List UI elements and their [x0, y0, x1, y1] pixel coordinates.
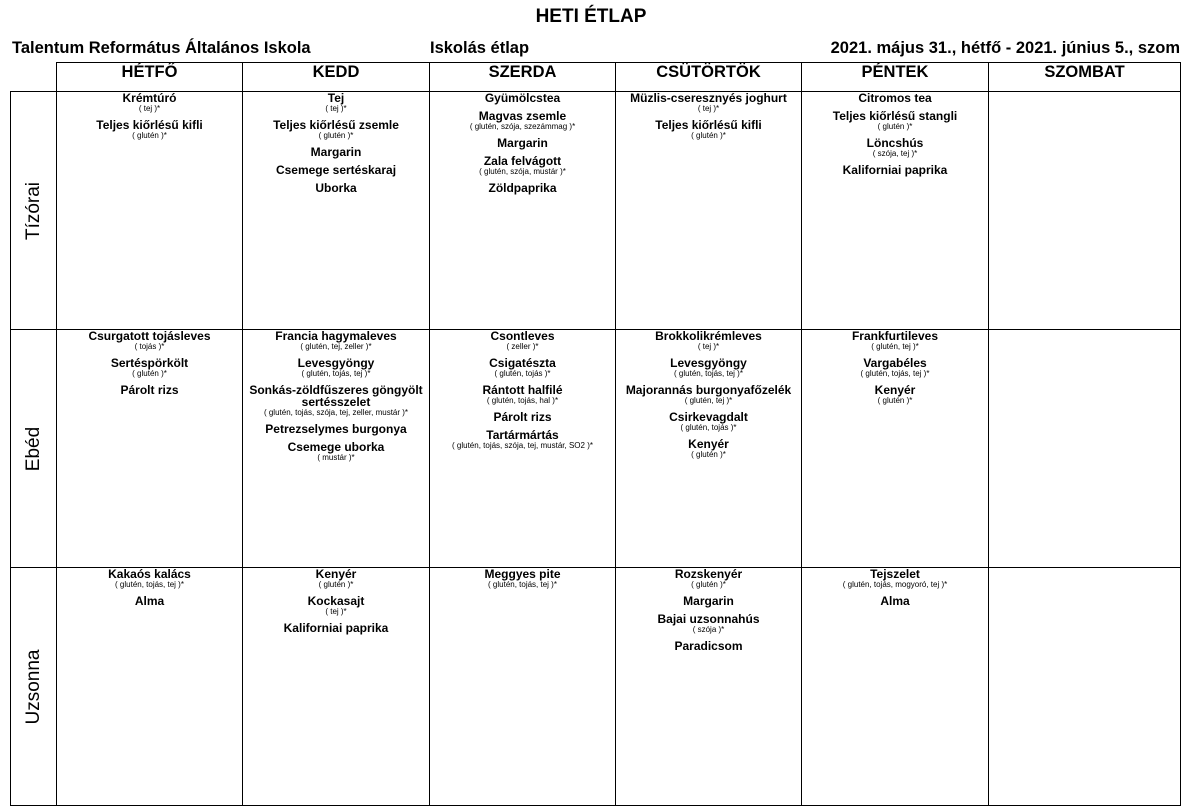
menu-item — [57, 357, 242, 378]
menu-item — [616, 357, 801, 378]
menu-item-allergens: ( tej )* — [697, 342, 720, 351]
menu-item-name: Teljes kiőrlésű kifli — [96, 118, 203, 132]
menu-cell — [616, 330, 802, 568]
menu-item-allergens: ( glutén, tojás, mogyoró, tej )* — [842, 580, 948, 589]
menu-cell — [430, 568, 616, 806]
menu-item — [430, 182, 615, 194]
menu-item-allergens: ( glutén, tojás )* — [494, 369, 551, 378]
menu-item-name: Brokkolikrémleves — [655, 329, 762, 343]
menu-item-name: Uborka — [315, 181, 357, 195]
menu-item — [243, 146, 429, 158]
menu-item-allergens: ( glutén )* — [132, 369, 167, 378]
menu-item-name: Petrezselymes burgonya — [265, 422, 407, 436]
menu-item — [616, 411, 801, 432]
menu-item-name: Zala felvágott — [483, 154, 562, 168]
menu-item-name: Teljes kiőrlésű kifli — [655, 118, 762, 132]
menu-item-allergens: ( glutén, tojás, szója, tej, mustár, SO2 )* — [452, 441, 593, 450]
day-header-wednesday: SZERDA — [430, 63, 616, 92]
menu-item-name: Gyümölcstea — [484, 91, 561, 105]
menu-item-allergens: ( zeller )* — [506, 342, 539, 351]
meal-row-lunch — [11, 330, 1181, 568]
menu-item-allergens: ( szója )* — [692, 625, 725, 634]
menu-cell — [802, 92, 989, 330]
menu-cell — [989, 330, 1181, 568]
menu-item-allergens: ( glutén, szója, mustár )* — [479, 167, 566, 176]
day-header-tuesday: KEDD — [243, 63, 430, 92]
menu-cell — [616, 568, 802, 806]
menu-cell — [802, 568, 989, 806]
menu-item-name: Kenyér — [315, 567, 357, 581]
menu-item-name: Francia hagymaleves — [275, 329, 397, 343]
menu-item — [430, 92, 615, 104]
menu-item-name: Csigatészta — [489, 356, 556, 370]
menu-item-allergens: ( glutén )* — [877, 396, 913, 405]
menu-item-allergens: ( glutén, tej, zeller )* — [300, 342, 372, 351]
menu-item — [243, 384, 429, 417]
menu-item — [802, 110, 988, 131]
menu-item-name: Csemege uborka — [287, 440, 385, 454]
menu-cell — [243, 92, 430, 330]
meal-row-morning-snack — [11, 92, 1181, 330]
menu-cell — [57, 92, 243, 330]
menu-item-name: Kenyér — [874, 383, 916, 397]
menu-item-name: Levesgyöngy — [297, 356, 375, 370]
menu-item — [802, 330, 988, 351]
menu-item — [243, 622, 429, 634]
menu-item — [616, 92, 801, 113]
menu-item-name: Párolt rizs — [120, 383, 179, 397]
menu-item-name: Zöldpaprika — [488, 181, 557, 195]
menu-item-allergens: ( glutén )* — [132, 131, 167, 140]
meal-label-morning-snack: Tízórai — [22, 181, 44, 240]
menu-item — [57, 92, 242, 113]
menu-item-name: Kakaós kalács — [108, 567, 191, 581]
day-header-saturday: SZOMBAT — [989, 63, 1181, 92]
menu-item — [243, 568, 429, 589]
menu-item-name: Margarin — [497, 136, 548, 150]
menu-item — [616, 384, 801, 405]
menu-item — [57, 330, 242, 351]
menu-item — [616, 438, 801, 459]
menu-item — [802, 164, 988, 176]
menu-item-allergens: ( glutén, tojás, tej )* — [860, 369, 930, 378]
menu-item-name: Csontleves — [490, 329, 555, 343]
menu-item-name: Kenyér — [688, 437, 729, 451]
menu-cell — [243, 330, 430, 568]
menu-item-name: Teljes kiőrlésű stangli — [832, 109, 958, 123]
menu-item-name: Kaliforniai paprika — [283, 621, 389, 635]
menu-item-name: Krémtúró — [122, 91, 177, 105]
menu-item-name: Levesgyöngy — [670, 356, 747, 370]
menu-item-name: Citromos tea — [858, 91, 932, 105]
menu-item — [57, 384, 242, 396]
menu-item-name: Rántott halfilé — [482, 383, 563, 397]
menu-item — [243, 92, 429, 113]
menu-item — [430, 429, 615, 450]
menu-item-allergens: ( glutén )* — [691, 580, 726, 589]
menu-item-name: Tejszelet — [870, 567, 920, 581]
menu-item — [616, 330, 801, 351]
menu-cell — [989, 568, 1181, 806]
menu-item — [616, 595, 801, 607]
menu-item — [430, 411, 615, 423]
menu-item-allergens: ( glutén, tojás, tej )* — [115, 580, 184, 589]
menu-item — [430, 357, 615, 378]
menu-item-name: Teljes kiőrlésű zsemle — [273, 118, 399, 132]
menu-item — [802, 568, 988, 589]
menu-item-allergens: ( tojás )* — [134, 342, 165, 351]
menu-item — [243, 330, 429, 351]
day-header-thursday: CSÜTÖRTÖK — [616, 63, 802, 92]
menu-table — [10, 62, 1181, 806]
menu-item-name: Sertéspörkölt — [110, 356, 189, 370]
menu-item-name: Frankfurtileves — [851, 329, 939, 343]
menu-cell — [243, 568, 430, 806]
menu-item-name: Kaliforniai paprika — [842, 163, 948, 177]
meal-label-cell — [11, 92, 57, 330]
menu-item-name: Csirkevagdalt — [669, 410, 748, 424]
menu-item-allergens: ( glutén, tojás, tej )* — [488, 580, 557, 589]
meal-label-cell — [11, 330, 57, 568]
menu-item-name: Müzlis-cseresznyés joghurt — [630, 91, 787, 105]
menu-item — [430, 330, 615, 351]
date-range: 2021. május 31., hétfő - 2021. június 5., szom — [830, 39, 1180, 57]
menu-item-name: Tartármártás — [486, 428, 559, 442]
menu-item-allergens: ( glutén, tojás, tej )* — [674, 369, 743, 378]
menu-cell — [430, 92, 616, 330]
menu-item — [430, 568, 615, 589]
meal-label-cell — [11, 568, 57, 806]
menu-item — [802, 384, 988, 405]
menu-item-allergens: ( glutén, tojás, tej )* — [301, 369, 371, 378]
menu-item — [243, 119, 429, 140]
menu-item-name: Bajai uzsonnahús — [657, 612, 760, 626]
menu-cell — [989, 92, 1181, 330]
menu-item-name: Párolt rizs — [493, 410, 552, 424]
school-name: Talentum Református Általános Iskola — [12, 39, 311, 57]
menu-item-allergens: ( glutén, szója, szezámmag )* — [469, 122, 576, 131]
menu-item — [243, 164, 429, 176]
day-header-friday: PÉNTEK — [802, 63, 989, 92]
menu-cell — [57, 568, 243, 806]
menu-item-allergens: ( glutén )* — [691, 131, 726, 140]
menu-item-allergens: ( glutén, tojás, hal )* — [486, 396, 559, 405]
menu-item-name: Meggyes pite — [484, 567, 561, 581]
menu-item — [616, 613, 801, 634]
menu-item-allergens: ( glutén, tej )* — [871, 342, 919, 351]
menu-item — [802, 595, 988, 607]
menu-item — [57, 568, 242, 589]
menu-item-name: Csemege sertéskaraj — [275, 163, 397, 177]
menu-item-allergens: ( glutén, tej )* — [684, 396, 733, 405]
menu-item — [243, 182, 429, 194]
menu-item-name: Magvas zsemle — [478, 109, 567, 123]
menu-item — [57, 119, 242, 140]
menu-item-allergens: ( tej )* — [697, 104, 720, 113]
menu-item-allergens: ( tej )* — [138, 104, 161, 113]
menu-item-name: Csurgatott tojásleves — [88, 329, 211, 343]
menu-cell — [57, 330, 243, 568]
menu-item — [430, 137, 615, 149]
menu-item — [430, 110, 615, 131]
menu-item — [616, 640, 801, 652]
menu-item-name: Löncshús — [866, 136, 924, 150]
page-title: HETI ÉTLAP — [535, 6, 647, 27]
menu-item-name: Majorannás burgonyafőzelék — [625, 383, 792, 397]
menu-item-allergens: ( tej )* — [325, 607, 347, 616]
menu-item — [243, 357, 429, 378]
menu-item-allergens: ( mustár )* — [317, 453, 355, 462]
menu-item — [57, 595, 242, 607]
menu-cell — [616, 92, 802, 330]
menu-item-allergens: ( glutén )* — [691, 450, 726, 459]
day-header-monday: HÉTFŐ — [57, 63, 243, 92]
menu-item — [802, 357, 988, 378]
menu-item — [802, 137, 988, 158]
menu-item-name: Rozskenyér — [674, 567, 743, 581]
menu-item-allergens: ( glutén )* — [318, 580, 354, 589]
menu-cell — [802, 330, 989, 568]
menu-item-allergens: ( glutén, tojás, szója, tej, zeller, mustár )* — [263, 408, 409, 417]
meal-label-afternoon-snack: Uzsonna — [22, 649, 44, 724]
menu-item — [616, 119, 801, 140]
menu-item-name: Margarin — [310, 145, 362, 159]
menu-item — [243, 423, 429, 435]
menu-item — [616, 568, 801, 589]
meal-row-afternoon-snack — [11, 568, 1181, 806]
menu-cell — [430, 330, 616, 568]
menu-item — [430, 384, 615, 405]
menu-item-allergens: ( glutén )* — [318, 131, 354, 140]
menu-item-name: Vargabéles — [863, 356, 927, 370]
menu-item-allergens: ( glutén )* — [877, 122, 913, 131]
menu-item-name: Alma — [134, 594, 165, 608]
day-header-row — [11, 63, 1181, 92]
menu-item — [243, 595, 429, 616]
menu-item-name: Alma — [880, 594, 910, 608]
menu-item — [430, 155, 615, 176]
menu-item-name: Paradicsom — [674, 639, 743, 653]
menu-item-name: Tej — [327, 91, 345, 105]
menu-item-allergens: ( szója, tej )* — [872, 149, 918, 158]
menu-item-allergens: ( glutén, tojás )* — [680, 423, 737, 432]
menu-item-name: Sonkás-zöldfűszeres göngyölt sertésszelet — [249, 383, 423, 409]
menu-item — [243, 441, 429, 462]
menu-item-name: Kockasajt — [307, 594, 365, 608]
meal-label-lunch: Ebéd — [22, 426, 44, 471]
menu-item — [802, 92, 988, 104]
corner-cell — [11, 63, 57, 92]
menu-item-name: Margarin — [683, 594, 734, 608]
menu-type: Iskolás étlap — [430, 39, 530, 57]
menu-item-allergens: ( tej )* — [325, 104, 347, 113]
